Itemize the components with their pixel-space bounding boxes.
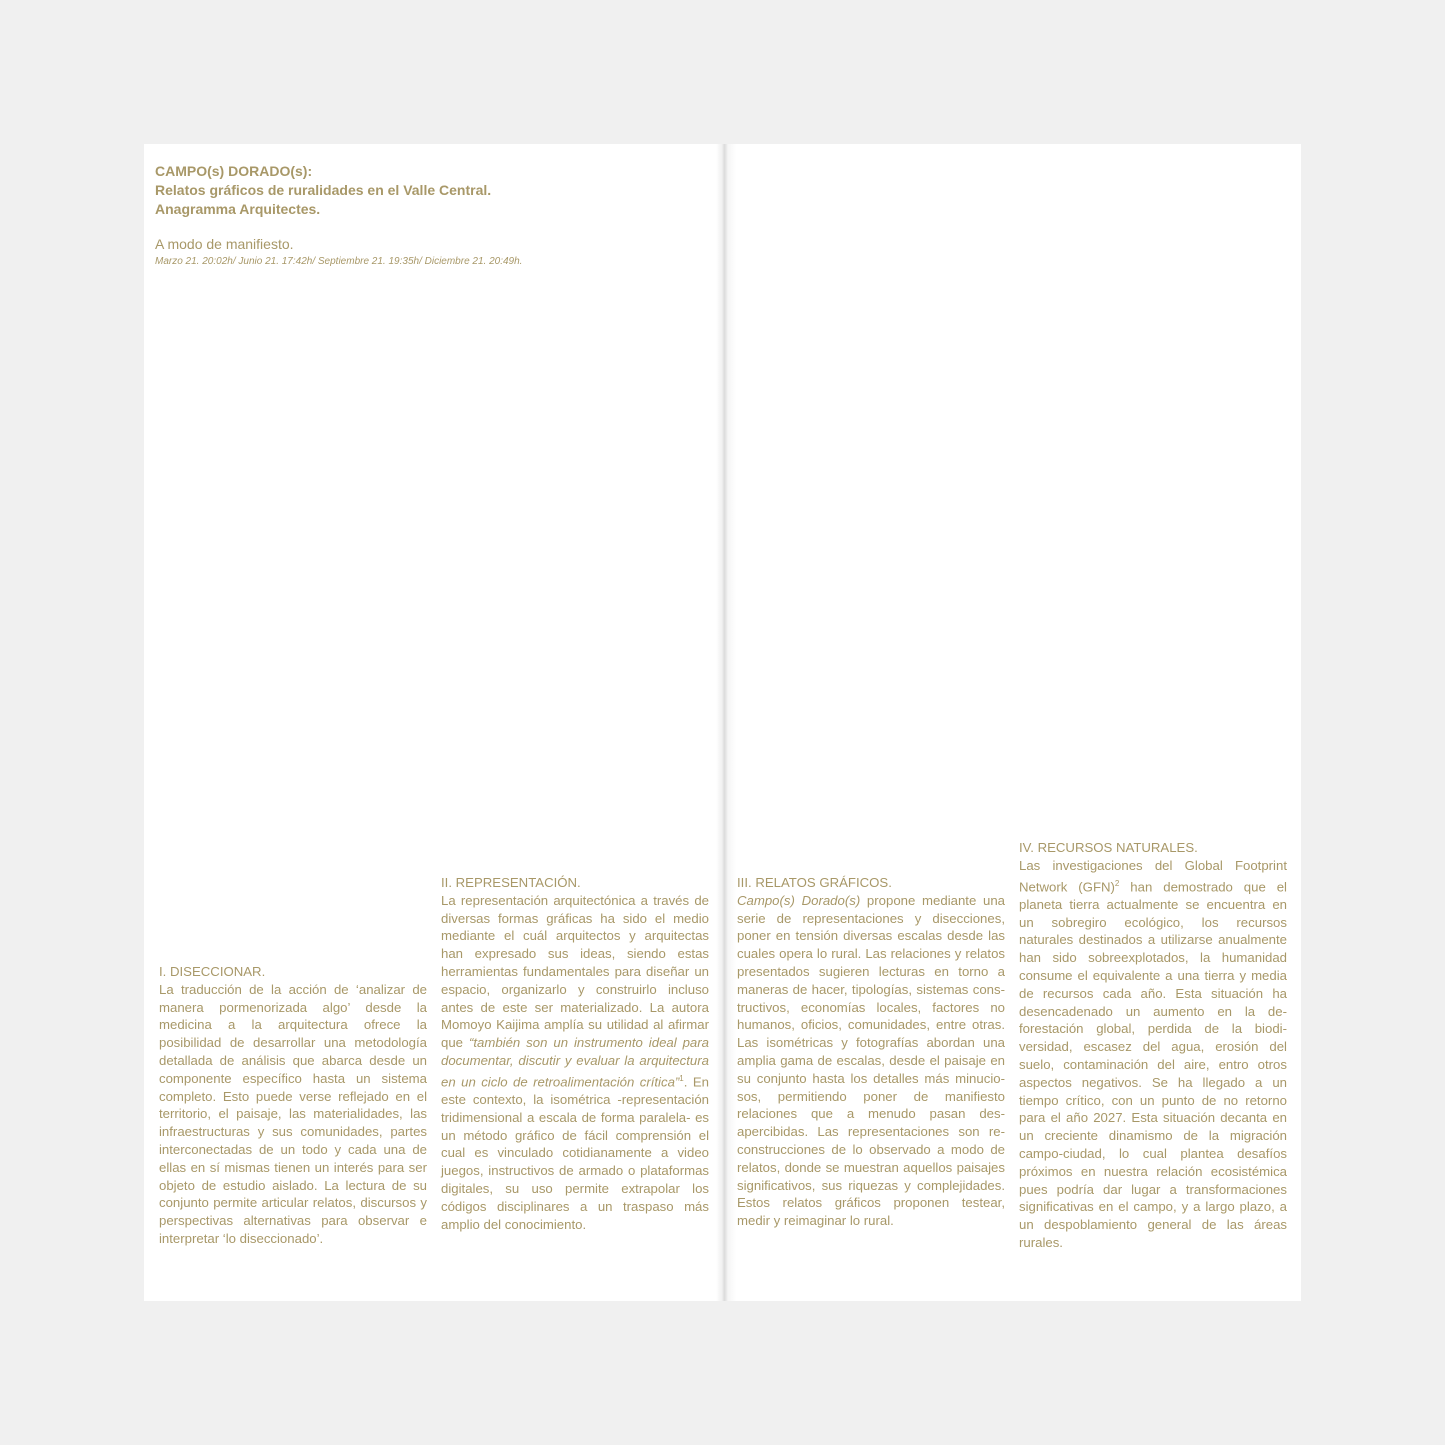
section-disseccionar: [159, 963, 427, 1248]
title-line-1: CAMPO(s) DORADO(s):: [155, 163, 313, 179]
title-line-2: Relatos gráficos de ruralidades en el Valle Central.: [155, 182, 492, 198]
body-text: Las investigaciones del Global Footprint Network (GFN): [1019, 857, 1287, 894]
section-heading: IV. RECURSOS NATURALES.: [1019, 840, 1198, 855]
dates-line: Marzo 21. 20:02h/ Junio 21. 17:42h/ Septiembre 21. 19:35h/ Diciembre 21. 20:49h.: [155, 256, 523, 267]
section-body: La traducción de la acción de ‘analizar de manera pormenorizada algo’ desde la medicina a la arquitectura ofrece la posibilidad de desarrollar una metodología detallada de análisis que abarca desde un componente específico hasta un sistema completo. Esto puede verse reflejado en el territorio, el paisaje, las materialidades, las infraestructuras y sus comunidades, partes interconectadas de un todo y cada una de ellas en sí mismas tienen un interés para ser objeto de estudio aislado. La lectura de su conjunto permite articular relatos, discursos y perspectivas alternativas para observar e interpretar ‘lo diseccionado’.: [159, 981, 427, 1246]
section-body: [441, 892, 709, 1234]
book-spread: [144, 144, 1301, 1301]
body-text: han demostrado que el planeta tierra actualmente se encuentra en un sobregiro ecológico, los recursos naturales destinados a utilizarse anualmente han sido sobreexplotados, la humanidad consume el equivalente a una tierra y media de recursos cada año. Esta situación ha desencadenado un aumento en la deforestación global, perdida de la biodiversidad, escasez del agua, erosión del suelo, contaminación del aire, entro otros aspectos negativos. Se ha llegado a un tiempo crítico, con un punto de no retorno para el año 2027. Esta situación decanta en un creciente dinamismo de la migración campo-ciudad, lo cual plantea desafíos próximos en nuestra relación ecosistémica pues podría dar lugar a transformaciones significativas en el campo, y a largo plazo, a un despoblamiento general de las áreas rurales.: [1019, 878, 1287, 1250]
quote-text: “también son un instrumento ideal para documentar, discutir y evaluar la arquitectura en un ciclo de retroalimentación crítica”: [441, 1035, 709, 1090]
title-line-3: Anagramma Arquitectes.: [155, 201, 321, 217]
section-relatos-graficos: [737, 874, 1005, 1230]
right-page: [724, 144, 1301, 1301]
body-text: La representación arquitectónica a través de diversas formas gráficas ha sido el medio mediante el cuál arquitectos y arquitectas han expresado sus ideas, siendo estas herramientas fundamentales para diseñar un espacio, organizarlo y construirlo incluso antes de este ser materializado. La autora Momoyo Kaijima amplía su utilidad al afirmar que: [441, 892, 709, 1051]
italic-lead: Campo(s) Dorado(s): [737, 892, 861, 908]
page-header: [155, 162, 695, 269]
section-body: [737, 892, 1005, 1230]
section-recursos-naturales: [1019, 839, 1287, 1252]
section-heading: I. DISECCIONAR.: [159, 964, 266, 979]
section-heading: III. RELATOS GRÁFICOS.: [737, 875, 892, 890]
section-heading: II. REPRESENTACIÓN.: [441, 875, 581, 890]
footnote-marker: 1: [679, 1073, 684, 1083]
subtitle: A modo de manifiesto.: [155, 236, 294, 252]
section-representacion: [441, 874, 709, 1233]
section-body: [1019, 857, 1287, 1252]
body-text: . En este contexto, la isométrica -representación tridimensional a escala de forma paralela- es un método gráfico de fácil comprensión el cual es vinculado cotidianamente a video juegos, instructivos de armado o plataformas digitales, su uso permite extrapolar los códigos disciplinares a un traspaso más amplio del conocimiento.: [441, 1074, 709, 1232]
left-page: [144, 144, 722, 1301]
footnote-marker: 2: [1114, 878, 1120, 888]
body-text: propone mediante una serie de representaciones y disecciones, poner en tensión diversas escalas desde las cuales opera lo rural. Las relaciones y relatos presentados sugieren lecturas en torno a maneras de hacer, tipologías, sistemas constructivos, economías locales, factores no humanos, oficios, comunidades, entre otras. Las isométricas y fotografías abordan una amplia gama de escalas, desde el paisaje en su conjunto hasta los detalles más minuciosos, permitiendo poner de manifiesto relaciones que a menudo pasan desapercibidas. Las representaciones son re-construcciones de lo observado a modo de relatos, donde se muestran aquellos paisajes significativos, sus riquezas y complejidades. Estos relatos gráficos proponen testear, medir y reimaginar lo rural.: [737, 892, 1005, 1229]
